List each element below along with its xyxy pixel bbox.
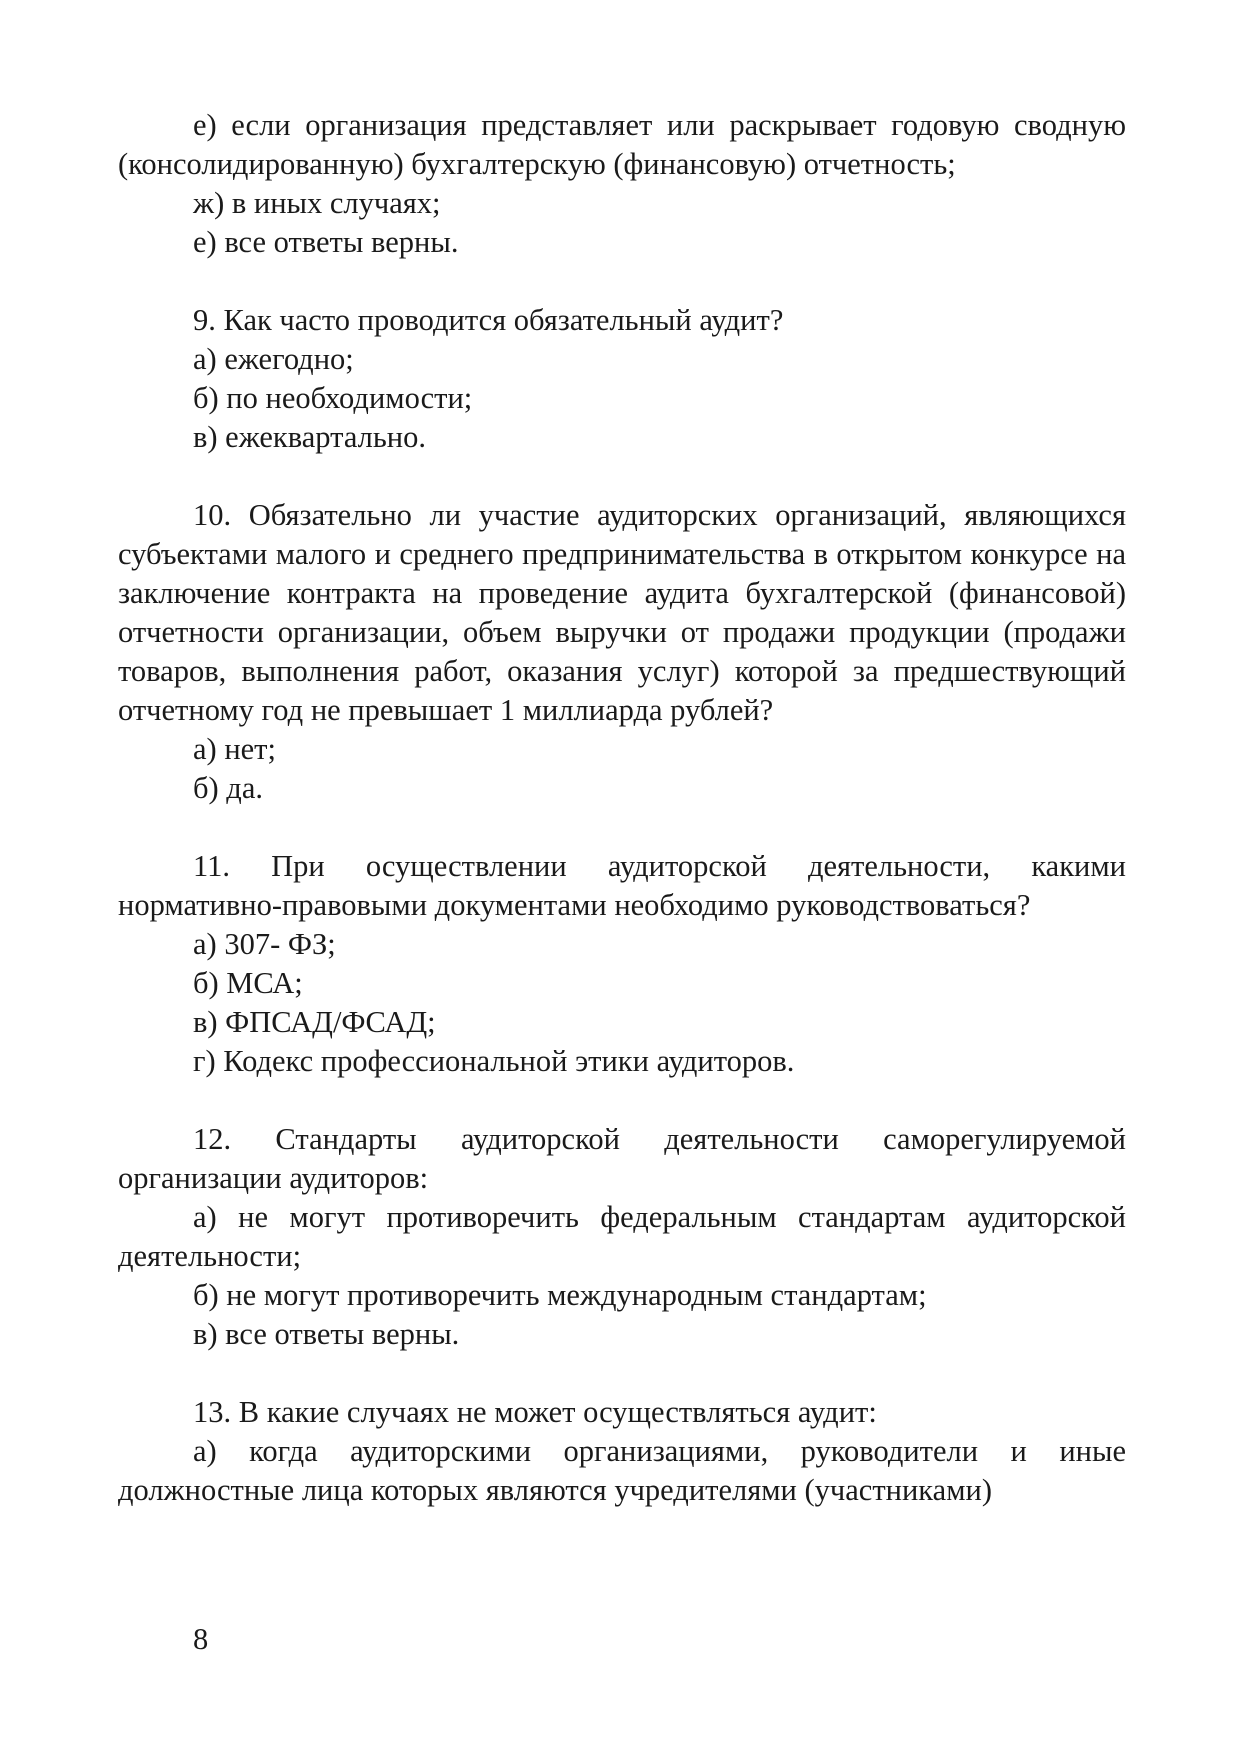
answer-option: а) 307- ФЗ; — [193, 927, 336, 961]
question-8-continuation — [118, 106, 1126, 262]
answer-option: г) Кодекс профессиональной этики аудиторов. — [193, 1044, 795, 1078]
option-e-all-correct: е) все ответы верны. — [193, 225, 459, 259]
answer-option: а) ежегодно; — [193, 342, 354, 376]
option-e-consolidated: е) если организация представляет или раскрывает годовую сводную (консолидированную) бухгалтерскую (финансовую) отчетность; — [118, 108, 1126, 181]
question-text: 10. Обязательно ли участие аудиторских организаций, являющихся субъектами малого и среднего предпринимательства в открытом конкурсе на заключение контракта на проведение аудита бухгалтерской (финансовой) отчетности организации, объем выручки от продажи продукции (продажи товаров, выполнения работ, оказания услуг) которой за предшествующий отчетному год не превышает 1 миллиарда рублей? — [118, 498, 1126, 727]
question-10 — [118, 496, 1126, 808]
question-text: 12. Стандарты аудиторской деятельности саморегулируемой организации аудиторов: — [118, 1122, 1126, 1195]
answer-option: б) не могут противоречить международным стандартам; — [193, 1278, 927, 1312]
option-zh-other-cases: ж) в иных случаях; — [193, 186, 441, 220]
answer-option: а) когда аудиторскими организациями, руководители и иные должностные лица которых являются учредителями (участниками) — [118, 1434, 1126, 1507]
answer-option: б) по необходимости; — [193, 381, 473, 415]
answer-option: а) не могут противоречить федеральным стандартам аудиторской деятельности; — [118, 1200, 1126, 1273]
question-9 — [118, 301, 1126, 457]
page-number: 8 — [193, 1622, 209, 1656]
document-page — [118, 106, 1126, 1510]
question-text: 9. Как часто проводится обязательный аудит? — [193, 303, 784, 337]
answer-option: в) ФПСАД/ФСАД; — [193, 1005, 436, 1039]
question-12 — [118, 1120, 1126, 1354]
answer-option: а) нет; — [193, 732, 276, 766]
question-text: 13. В какие случаях не может осуществляться аудит: — [193, 1395, 877, 1429]
answer-option: б) МСА; — [193, 966, 303, 1000]
answer-option: в) все ответы верны. — [193, 1317, 460, 1351]
answer-option: б) да. — [193, 771, 263, 805]
question-text: 11. При осуществлении аудиторской деятельности, какими нормативно-правовыми документами необходимо руководствоваться? — [118, 849, 1126, 922]
question-11 — [118, 847, 1126, 1081]
question-13 — [118, 1393, 1126, 1510]
answer-option: в) ежеквартально. — [193, 420, 426, 454]
